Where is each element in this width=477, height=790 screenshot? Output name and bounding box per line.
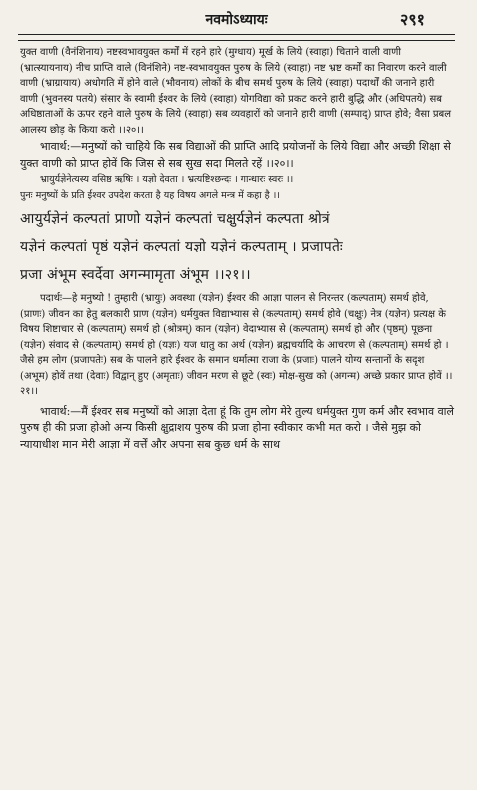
rishi-line: भ्रायुर्यज्ञेनेत्यस्य वसिष्ठ ऋषिः । यज्ञो देवता । भ्रत्यष्टिश्छन्दः । गान्धारः स्वरः ।।	[40, 174, 294, 185]
mantra-line: प्रजा अंभूम स्वर्देवा अगन्मामृता अंभूम ।।२१।।	[20, 267, 251, 283]
mantra-block	[20, 205, 455, 289]
mantra-line: आयुर्यज्ञेनं कल्पतां प्राणो यज्ञेनं कल्पतां चक्षुर्यज्ञेनं कल्पता श्रोत्रं	[20, 211, 330, 227]
bhavarth: भावार्थ:—मैं ईश्वर सब मनुष्यों को आज्ञा देता हूं कि तुम लोग मेरे तुल्य धर्मयुक्त गुण कर्म और स्वभाव वाले पुरुष ही की प्रजा होओ अन्य किसी क्षुद्राशय पुरुष की प्रजा होना स्वीकार कभी मत करो । जैसे मुझ को न्यायाधीश मान मेरी आज्ञा में वर्त्तें और अपना सब कुछ धर्म के साथ	[20, 404, 454, 451]
prev-padarth: युक्त वाणी (वैनंशिनाय) नष्टस्वभावयुक्त कर्मों में रहने हारे (मुग्धाय) मूर्ख के लिये (स्वाहा) चिताने वाली वाणी (भ्रात्स्यायनाय) नीच प्राप्ति वाले (विनंशिने) नष्ट-स्वभावयुक्त पुरुष के लिये (स्वाहा) नष्ट भ्रष्ट कर्मों का निवारण करने वाली वाणी (भ्राग्रायाय) अधोगति में होने वाले (भौवनाय) लोकों के बीच समर्थ पुरुष के लिये (स्वाहा) पदार्थों की जनाने हारी वाणी (भुवनस्य पतये) संसार के स्वामी ईश्वर के लिये (स्वाहा) योगविद्या को प्रकट करने हारी बुद्धि और (अधिपतये) सब अधिष्ठाताओं के ऊपर रहने वाले पुरुष के लिये (स्वाहा) सब व्यवहारों को जनाने हारी वाणी (सम्पाद्) प्राप्त होवे; वैसा प्रबल आलस्य छोड़ के किया करो ।।२०।।	[20, 47, 452, 136]
chapter-title: नवमोऽध्यायः	[205, 12, 268, 28]
prev-bhavarth: भावार्थ:—मनुष्यों को चाहिये कि सब विद्याओं की प्राप्ति आदि प्रयोजनों के लिये विद्या और अच्छी शिक्षा से युक्त वाणी को प्राप्त होवें कि जिस से सब सुख सदा मिलते रहें ।।२०।।	[20, 140, 451, 170]
page-number: २९१	[400, 10, 425, 29]
mantra-line: यज्ञेनं कल्पतां पृष्ठं यज्ञेनं कल्पतां यज्ञो यज्ञेनं कल्पताम् । प्रजापतेः	[20, 239, 343, 255]
page-content	[20, 45, 455, 453]
padarth: पदार्थः—हे मनुष्यो ! तुम्हारी (भ्रायुः) अवस्था (यज्ञेन) ईश्वर की आज्ञा पालन से निरन्तर (कल्पताम्) समर्थ होवे, (प्राणः) जीवन का हेतु बलकारी प्राण (यज्ञेन) धर्मयुक्त विद्याभ्यास से (कल्पताम्) समर्थ होवे (चक्षुः) नेत्र (यज्ञेन) प्रत्यक्ष के विषय शिष्टाचार से (कल्पताम्) समर्थ हो (श्रोत्रम्) कान (यज्ञेन) वेदाभ्यास से (कल्पताम्) समर्थ हो और (पृष्ठम्) पूछना (यज्ञेन) संवाद से (कल्पताम्) समर्थ हो (यज्ञः) यज धातु का अर्थ (यज्ञेन) ब्रह्मचर्यादि के आचरण से (कल्पताम्) समर्थ हो । जैसे हम लोग (प्रजापतेः) सब के पालने हारे ईश्वर के समान धर्मात्मा राजा के (प्रजाः) पालने योग्य सन्तानों के सदृश (अभूम) होवें तथा (देवाः) विद्वान् हुए (अमृताः) जीवन मरण से छूटे (स्वः) मोक्ष-सुख को (अगन्म) अच्छे प्रकार प्राप्त होवें ।।२१।।	[20, 293, 453, 397]
header-rule	[18, 34, 455, 41]
intro-line: पुनः मनुष्यों के प्रति ईश्वर उपदेश करता है यह विषय अगले मन्त्र में कहा है ।।	[20, 189, 280, 201]
